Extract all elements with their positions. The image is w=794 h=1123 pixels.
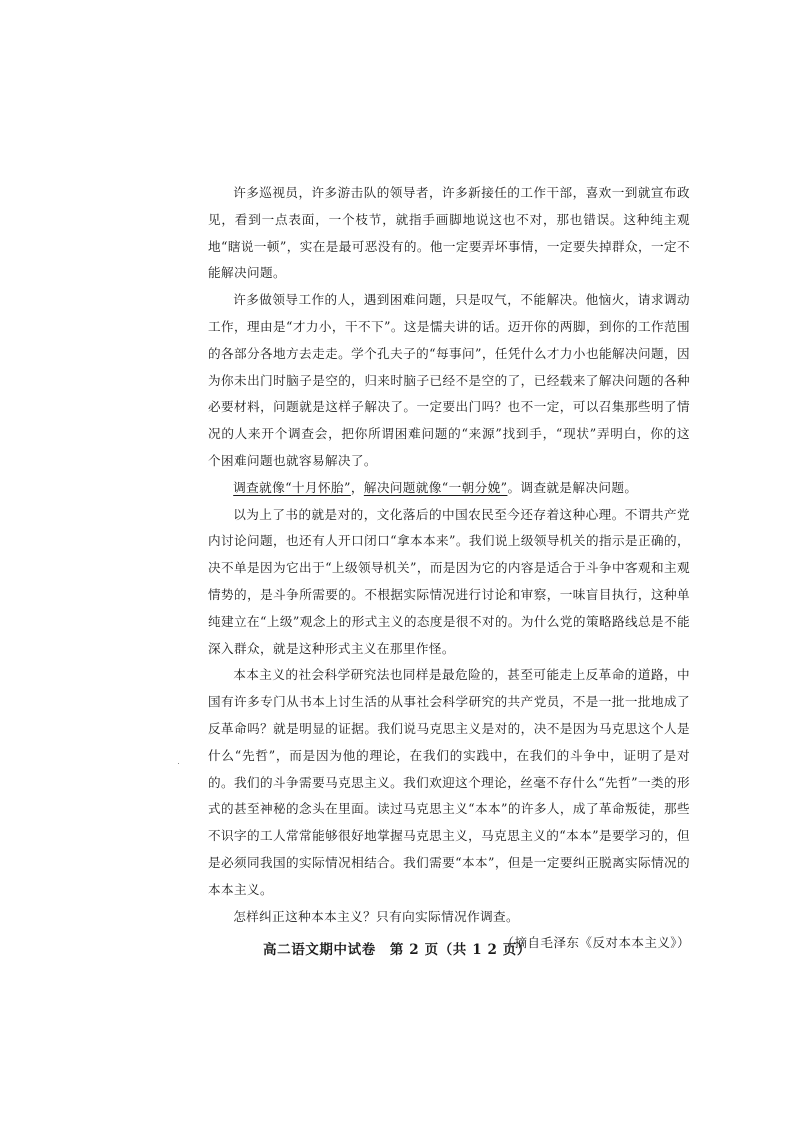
page-footer: 高二语文期中试卷 第 2 页（共 1 2 页）	[263, 942, 531, 958]
source-citation: （摘自毛泽东《反对本本主义》）	[501, 935, 690, 951]
article-body	[208, 180, 690, 957]
paragraph-6: 怎样纠正这种本本主义？只有向实际情况作调查。	[233, 908, 520, 924]
highlight-separator: ，	[350, 479, 364, 495]
scan-speck	[178, 763, 179, 764]
paragraph-1: 许多巡视员，许多游击队的领导者，许多新接任的工作干部，喜欢一到就宣布政见，看到一点表面，一个枝节，就指手画脚地说这也不对，那也错误。这种纯主观地“瞎说一顿”，实在是最可恶没有的。他一定要弄坏事情，一定要失掉群众，一定不能解决问题。	[208, 185, 690, 281]
paragraph-2: 许多做领导工作的人，遇到困难问题，只是叹气，不能解决。他恼火，请求调动工作，理由是“才力小，干不下”。这是懦夫讲的话。迈开你的两脚，到你的工作范围的各部分各地方去走走。学个孔夫子的“每事问”，任凭什么才力小也能解决问题，因为你未出门时脑子是空的，归来时脑子已经不是空的了，已经载来了解决问题的各种必要材料，问题就是这样子解决了。一定要出门吗？也不一定，可以召集那些明了情况的人来开个调查会，把你所谓困难问题的“来源”找到手，“现状”弄明白，你的这个困难问题也就容易解决了。	[208, 292, 690, 468]
highlight-rest: 。调查就是解决问题。	[507, 479, 638, 495]
paragraph-4: 以为上了书的就是对的，文化落后的中国农民至今还存着这种心理。不谓共产党内讨论问题，也还有人开口闭口“拿本本来”。我们说上级领导机关的指示是正确的，决不单是因为它出于“上级领导机关”，而是因为它的内容是适合于斗争中客观和主观情势的，是斗争所需要的。不根据实际情况进行讨论和审察，一味盲目执行，这种单纯建立在“上级”观念上的形式主义的态度是很不对的。为什么党的策略路线总是不能深入群众，就是这种形式主义在那里作怪。	[208, 506, 690, 656]
underlined-phrase-2: 解决问题就像“一朝分娩”	[363, 479, 508, 495]
paragraph-3-highlight	[208, 475, 690, 502]
underlined-phrase-1: 调查就像“十月怀胎”	[233, 479, 351, 495]
paragraph-5: 本本主义的社会科学研究法也同样是最危险的，甚至可能走上反革命的道路，中国有许多专门从书本上讨生活的从事社会科学研究的共产党员，不是一批一批地成了反革命吗？就是明显的证据。我们说马克思主义是对的，决不是因为马克思这个人是什么“先哲”，而是因为他的理论，在我们的实践中，在我们的斗争中，证明了是对的。我们的斗争需要马克思主义。我们欢迎这个理论，丝毫不存什么“先哲”一类的形式的甚至神秘的念头在里面。读过马克思主义“本本”的许多人，成了革命叛徒，那些不识字的工人常常能够很好地掌握马克思主义，马克思主义的“本本”是要学习的，但是必须同我国的实际情况相结合。我们需要“本本”，但是一定要纠正脱离实际情况的本本主义。	[208, 667, 690, 897]
